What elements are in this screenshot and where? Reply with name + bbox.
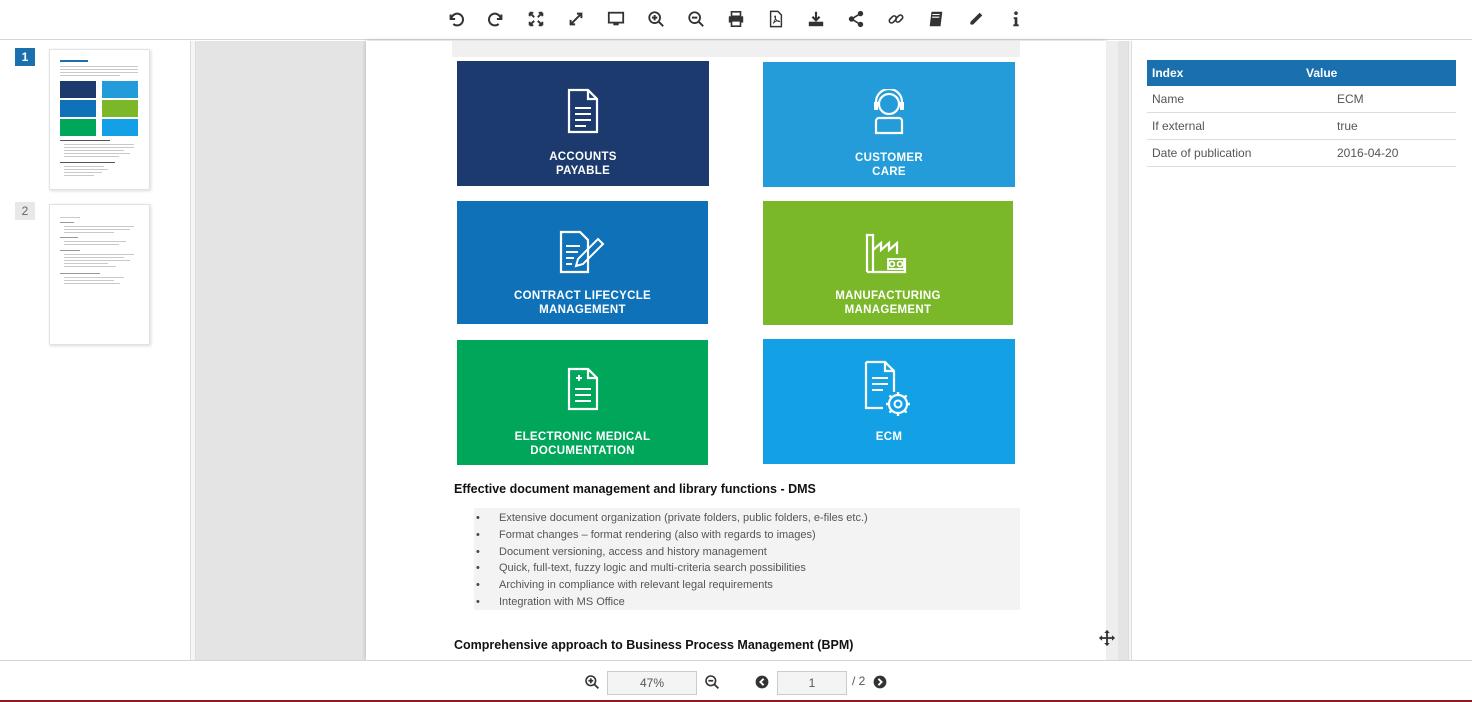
tile-label: ACCOUNTS PAYABLE: [549, 151, 617, 177]
table-row: [1147, 140, 1456, 167]
medical-document-icon: [566, 367, 600, 411]
property-value: true: [1337, 119, 1358, 133]
rotate-left-icon[interactable]: [443, 7, 469, 31]
thumbnail-panel: [0, 41, 190, 660]
tile-label: MANUFACTURING MANAGEMENT: [835, 290, 941, 316]
tile-label: ELECTRONIC MEDICAL DOCUMENTATION: [514, 431, 651, 457]
pdf-icon[interactable]: [763, 7, 789, 31]
document-gear-icon: [863, 360, 915, 418]
tile-electronic-medical: [457, 340, 708, 465]
thumbnail-number-1[interactable]: 1: [15, 48, 35, 66]
tile-label: CONTRACT LIFECYCLE MANAGEMENT: [513, 290, 651, 316]
page-number-input[interactable]: [777, 671, 847, 695]
tile-label: ECM: [875, 431, 903, 443]
list-item: • Document versioning, access and history management: [474, 544, 1020, 561]
pencil-icon[interactable]: [963, 7, 989, 31]
dms-heading: Effective document management and library functions - DMS: [454, 482, 816, 496]
zoom-out-icon[interactable]: [683, 7, 709, 31]
bottom-bar: [0, 660, 1472, 702]
page-scrollbar[interactable]: [1106, 41, 1118, 660]
list-item: • Format changes – format rendering (also with regards to images): [474, 527, 1020, 544]
right-splitter[interactable]: [1128, 41, 1132, 660]
info-icon[interactable]: [1003, 7, 1029, 31]
property-value: 2016-04-20: [1337, 146, 1399, 160]
page-total: / 2: [852, 674, 866, 688]
document-page: [366, 41, 1106, 660]
thumbnail-page-1[interactable]: [49, 49, 150, 190]
document-viewer: [196, 41, 1128, 660]
previous-page-icon[interactable]: [754, 674, 770, 690]
properties-header: [1147, 60, 1456, 86]
column-header-index: Index: [1152, 66, 1184, 80]
link-icon[interactable]: [883, 7, 909, 31]
column-header-value: Value: [1306, 66, 1338, 80]
thumbnail-number-2[interactable]: 2: [15, 202, 35, 220]
property-name: If external: [1152, 119, 1205, 133]
properties-table: [1147, 60, 1456, 167]
list-item: • Quick, full-text, fuzzy logic and multi-criteria search possibilities: [474, 560, 1020, 577]
tile-accounts-payable: [457, 61, 709, 186]
property-name: Name: [1152, 92, 1185, 106]
tile-label: CUSTOMER CARE: [855, 152, 923, 178]
next-page-icon[interactable]: [872, 674, 888, 690]
share-icon[interactable]: [843, 7, 869, 31]
tile-ecm: [763, 339, 1015, 464]
table-row: [1147, 113, 1456, 140]
table-row: [1147, 86, 1456, 113]
book-icon[interactable]: [923, 7, 949, 31]
list-item: • Archiving in compliance with relevant legal requirements: [474, 577, 1020, 594]
presentation-icon[interactable]: [603, 7, 629, 31]
zoom-out-icon[interactable]: [704, 674, 720, 690]
download-icon[interactable]: [803, 7, 829, 31]
zoom-in-icon[interactable]: [584, 674, 600, 690]
bpm-heading: Comprehensive approach to Business Process Management (BPM): [454, 638, 854, 652]
headset-icon: [870, 89, 908, 135]
tile-manufacturing: [763, 201, 1013, 325]
fit-page-icon[interactable]: [523, 7, 549, 31]
contract-pen-icon: [558, 230, 606, 274]
rotate-right-icon[interactable]: [483, 7, 509, 31]
zoom-in-icon[interactable]: [643, 7, 669, 31]
tile-customer-care: [763, 62, 1015, 187]
document-icon: [566, 88, 600, 134]
toolbar: [0, 0, 1472, 40]
dms-bullet-list: [474, 508, 1020, 610]
zoom-input[interactable]: [607, 671, 697, 695]
list-item: • Extensive document organization (private folders, public folders, e-files etc.): [474, 510, 1020, 527]
fullscreen-icon[interactable]: [563, 7, 589, 31]
property-value: ECM: [1337, 92, 1364, 106]
thumbnail-page-2[interactable]: [49, 204, 150, 345]
print-icon[interactable]: [723, 7, 749, 31]
page-top-band: [452, 41, 1020, 57]
property-name: Date of publication: [1152, 146, 1252, 160]
list-item: • Integration with MS Office: [474, 594, 1020, 611]
tile-contract-lifecycle: [457, 201, 708, 324]
move-icon[interactable]: [1098, 629, 1116, 647]
factory-icon: [864, 232, 908, 274]
